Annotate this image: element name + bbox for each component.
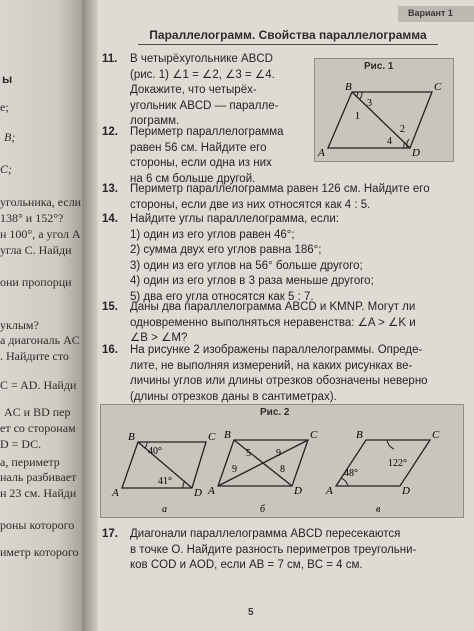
figure-2a-angle-bottom: 41° (158, 476, 172, 487)
left-line: e; (0, 100, 9, 114)
task-number: 16. (102, 344, 118, 356)
left-line: уклым? (0, 318, 39, 332)
left-line: ет со сторонам (0, 421, 76, 435)
task-line: 4) один из его углов в 3 раза меньше другого; (130, 275, 374, 288)
figure-2c-caption: в (376, 504, 381, 515)
left-line: угольника, если (0, 195, 82, 209)
figure-1-vertex-a: A (318, 147, 325, 159)
left-line: AC и BD пер (4, 405, 71, 419)
figure-2b-segment: 9 (232, 464, 237, 475)
task-line: 2) сумма двух его углов равна 186°; (130, 244, 322, 257)
figure-2b-segment: 9 (276, 448, 281, 459)
right-page (98, 0, 474, 631)
figure-2a-vertex-c: C (208, 431, 216, 443)
left-line: B; (4, 130, 16, 144)
task-line: ∠B > ∠M? (130, 332, 188, 345)
figure-2a-caption: а (162, 504, 167, 515)
task-line: стороны, если две из них относятся как 4 : 5. (130, 198, 371, 211)
figure-2b-segment: 5 (246, 448, 251, 459)
figure-2b-segment: 8 (280, 464, 285, 475)
left-page (0, 0, 82, 631)
left-line: иметр которого (0, 545, 79, 559)
figure-2-diagram (100, 418, 462, 516)
task-line: Периметр параллелограмма (130, 126, 284, 138)
figure-2a-vertex-a: A (112, 487, 119, 499)
task-line: Периметр параллелограмма равен 126 см. Найдите его (130, 183, 430, 195)
figure-2a-vertex-d: D (194, 487, 202, 499)
task-line: В четырёхугольнике ABCD (130, 53, 273, 65)
left-line: . Найдите сто (0, 349, 69, 363)
task-line: угольник ABCD — паралле- (130, 99, 279, 112)
task-line: в точке O. Найдите разность периметров треугольни- (130, 543, 417, 556)
figure-2c-vertex-c: C (432, 429, 440, 441)
task-number: 17. (102, 528, 118, 540)
task-line: (рис. 1) ∠1 = ∠2, ∠3 = ∠4. (130, 68, 275, 81)
variant-label: Вариант 1 (408, 8, 453, 18)
figure-1-vertex-d: D (412, 147, 420, 159)
task-number: 11. (102, 53, 118, 65)
left-line: C; (0, 162, 12, 176)
left-line: D = DC. (0, 437, 42, 451)
figure-2c-angle-a: 48° (344, 468, 358, 479)
figure-1-diagram (314, 72, 452, 160)
figure-2c-vertex-d: D (402, 485, 410, 497)
figure-2b-vertex-c: C (310, 429, 318, 441)
figure-1-vertex-c: C (434, 81, 442, 93)
left-line: 138° и 152°? (0, 211, 64, 225)
task-line: Найдите углы параллелограмма, если: (130, 213, 339, 225)
page-title: Параллелограмм. Свойства параллелограмма (138, 28, 438, 45)
left-line: а диагональ AC (0, 333, 80, 347)
task-number: 12. (102, 126, 118, 138)
figure-2b-caption: б (260, 504, 266, 515)
figure-1-angle-3: 3 (367, 98, 372, 109)
left-line: н 23 см. Найди (0, 486, 77, 500)
left-line: наль разбивает (0, 470, 77, 484)
left-line: они пропорци (0, 275, 72, 289)
book-gutter (82, 0, 98, 631)
left-line: C = AD. Найди (0, 378, 77, 392)
task-line: лограмм. (130, 115, 180, 128)
figure-2b-vertex-a: A (208, 485, 215, 497)
task-number: 14. (102, 213, 118, 225)
figure-2a-angle-top: 40° (148, 446, 162, 457)
task-line: ков COD и AOD, если AB = 7 см, BC = 4 см. (130, 559, 363, 572)
task-number: 15. (102, 301, 118, 313)
task-line: на 6 см больше другой. (130, 172, 256, 185)
left-line: н 100°, а угол A (0, 227, 81, 241)
figure-2b-vertex-d: D (294, 485, 302, 497)
task-line: равен 56 см. Найдите его (130, 141, 267, 154)
figure-1-angle-1: 1 (355, 111, 360, 122)
task-line: Докажите, что четырёх- (130, 84, 257, 97)
left-line: а, периметр (0, 455, 60, 469)
figure-2c-vertex-a: A (326, 485, 333, 497)
figure-1-angle-4: 4 (387, 136, 392, 147)
left-line: угла C. Найди (0, 243, 72, 257)
task-number: 13. (102, 183, 118, 195)
left-line: роны которого (0, 518, 75, 532)
figure-2a-vertex-b: B (128, 431, 135, 443)
left-line: ы (2, 72, 13, 86)
task-line: Диагонали параллелограмма ABCD пересекаются (130, 528, 401, 540)
figure-2c-angle-c: 122° (388, 458, 407, 469)
task-line: Даны два параллелограмма ABCD и KMNP. Могут ли (130, 301, 416, 313)
figure-2c-vertex-b: B (356, 429, 363, 441)
task-line: стороны, если одна из них (130, 157, 272, 170)
task-line: лите, не выполняя измерений, на каких рисунках ве- (130, 359, 413, 372)
task-line: 5) два его угла относятся как 5 : 7. (130, 290, 314, 303)
figure-1-title: Рис. 1 (364, 61, 394, 72)
task-line: На рисунке 2 изображены параллелограммы. Опреде- (130, 344, 423, 356)
figure-2b-vertex-b: B (224, 429, 231, 441)
task-line: 1) один из его углов равен 46°; (130, 228, 295, 241)
task-line: одновременно выполняться неравенства: ∠A > ∠K и (130, 316, 416, 329)
figure-2-title: Рис. 2 (260, 407, 290, 418)
task-line: (длины отрезков даны в сантиметрах). (130, 390, 337, 403)
task-line: 3) один из его углов на 56° больше другого; (130, 259, 363, 272)
page-number: 5 (248, 607, 254, 618)
task-line: личины углов или длины отрезков обозначены неверно (130, 375, 428, 388)
figure-1-vertex-b: B (345, 81, 352, 93)
figure-1-angle-2: 2 (400, 124, 405, 135)
